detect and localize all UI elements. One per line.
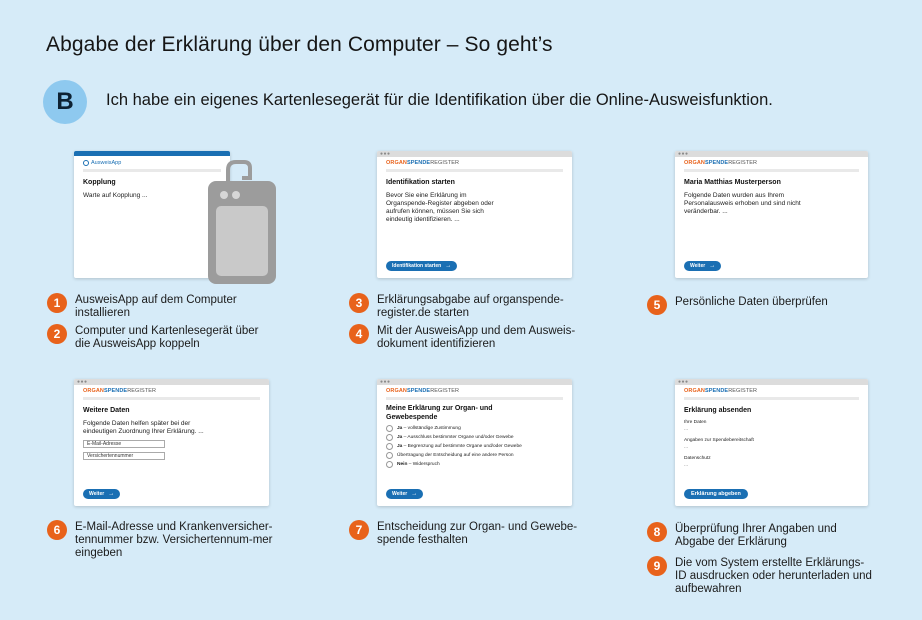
step-text: Computer und Kartenlesegerät über die AusweisApp koppeln: [75, 325, 259, 350]
screen-text: Bevor Sie eine Erklärung im Organspende-Register abgeben oder aufrufen können, müssen Sie sich eindeutig identifizieren. ...: [386, 191, 494, 223]
erklaerung-abgeben-button[interactable]: Erklärung abgeben: [684, 489, 748, 499]
divider: [684, 169, 859, 172]
reader-led: [232, 191, 240, 199]
step-number: 4: [349, 324, 369, 344]
radio-circle-icon: [386, 461, 393, 468]
screen-kopplung: [74, 151, 230, 278]
step-number: 9: [647, 556, 667, 576]
screen-text: Folgende Daten wurden aus Ihrem Personalausweis erhoben und sind nicht veränderbar. ...: [684, 191, 801, 215]
screen-title: Kopplung: [83, 179, 116, 186]
step-text: Mit der AusweisApp und dem Ausweis-dokument identifizieren: [377, 325, 576, 350]
reader-window: [216, 206, 268, 276]
organspende-logo: ORGANSPENDEREGISTER: [684, 388, 758, 394]
arrow-right-icon: →: [411, 491, 418, 497]
arrow-right-icon: →: [709, 263, 716, 269]
step-8: [647, 523, 877, 549]
divider: [83, 169, 221, 172]
identifikation-starten-button[interactable]: Identifikation starten →: [386, 261, 457, 271]
divider: [83, 397, 260, 400]
weiter-button[interactable]: Weiter →: [386, 489, 423, 499]
screen-text: Warte auf Kopplung ...: [83, 191, 148, 199]
option-radio[interactable]: Ja – vollständige Zustimmung: [386, 425, 563, 432]
step-3: [349, 294, 569, 320]
screen-weitere-daten: [74, 379, 269, 506]
radio-circle-icon: [386, 443, 393, 450]
screen-identifikation: [377, 151, 572, 278]
organspende-logo: ORGANSPENDEREGISTER: [386, 160, 460, 166]
arrow-right-icon: →: [445, 263, 452, 269]
step-text: Die vom System erstellte Erklärungs-ID ausdrucken oder herunterladen und aufbewahren: [675, 557, 872, 595]
step-number: 3: [349, 293, 369, 313]
radio-circle-icon: [386, 434, 393, 441]
app-header-bar: [74, 151, 230, 156]
section-value: ...: [684, 426, 688, 432]
window-bar: ●●●: [675, 151, 868, 157]
step-7: [349, 521, 579, 547]
section-label: Datenschutz: [684, 455, 711, 461]
window-bar: ●●●: [74, 379, 269, 385]
step-5: [647, 296, 867, 315]
step-6: [47, 521, 287, 560]
step-number: 7: [349, 520, 369, 540]
radio-circle-icon: [386, 425, 393, 432]
organspende-logo: ORGANSPENDEREGISTER: [83, 388, 157, 394]
divider: [684, 397, 859, 400]
section-label: Angaben zur Spendebereitschaft: [684, 437, 754, 443]
organspende-logo: ORGANSPENDEREGISTER: [684, 160, 758, 166]
screen-title: Meine Erklärung zur Organ- und Gewebespende: [386, 405, 493, 421]
section-value: ...: [684, 444, 688, 450]
option-radio[interactable]: Übertragung der Entscheidung auf eine andere Person: [386, 452, 563, 459]
option-radio[interactable]: Nein – Widerspruch: [386, 461, 563, 468]
section-value: ...: [684, 462, 688, 468]
organspende-logo: ORGANSPENDEREGISTER: [386, 388, 460, 394]
weiter-button[interactable]: Weiter →: [684, 261, 721, 271]
step-number: 8: [647, 522, 667, 542]
divider: [386, 397, 563, 400]
weiter-button[interactable]: Weiter →: [83, 489, 120, 499]
screen-erklaerung: [377, 379, 572, 506]
divider: [386, 169, 563, 172]
step-text: Überprüfung Ihrer Angaben und Abgabe der Erklärung: [675, 523, 837, 548]
email-field[interactable]: E-Mail-Adresse: [83, 440, 165, 448]
arrow-right-icon: →: [108, 491, 115, 497]
step-text: E-Mail-Adresse und Krankenversicher-tennummer bzw. Versichertennum-mer eingeben: [75, 521, 273, 559]
step-number: 1: [47, 293, 67, 313]
step-text: Entscheidung zur Organ- und Gewebe-spende festhalten: [377, 521, 578, 546]
section-subtitle: Ich habe ein eigenes Kartenlesegerät für die Identifikation über die Online-Ausweisfunktion.: [106, 91, 773, 109]
page-title: Abgabe der Erklärung über den Computer – So geht’s: [46, 33, 553, 56]
screen-title: Identifikation starten: [386, 179, 455, 186]
section-label: Ihre Daten: [684, 419, 707, 425]
screen-title: Weitere Daten: [83, 407, 130, 414]
screen-title: Erklärung absenden: [684, 407, 752, 414]
option-radio[interactable]: Ja – Ausschluss bestimmter Organe und/oder Gewebe: [386, 434, 563, 441]
window-bar: ●●●: [675, 379, 868, 385]
window-bar: ●●●: [377, 379, 572, 385]
step-text: Erklärungsabgabe auf organspende-register.de starten: [377, 294, 564, 319]
step-2: [47, 325, 267, 351]
step-4: [349, 325, 579, 351]
ausweisapp-logo: AusweisApp: [83, 160, 230, 166]
step-number: 6: [47, 520, 67, 540]
versichertennummer-field[interactable]: Versichertennummer: [83, 452, 165, 460]
step-9: [647, 557, 887, 596]
reader-led: [220, 191, 228, 199]
screen-text: Folgende Daten helfen später bei der eindeutigen Zuordnung Ihrer Erklärung. ...: [83, 419, 204, 435]
step-text: Persönliche Daten überprüfen: [675, 296, 828, 308]
radio-circle-icon: [386, 452, 393, 459]
step-number: 5: [647, 295, 667, 315]
screen-title: Maria Matthias Musterperson: [684, 179, 781, 186]
window-bar: ●●●: [377, 151, 572, 157]
ausweisapp-icon: [83, 160, 89, 166]
screen-person: [675, 151, 868, 278]
section-badge: B: [43, 80, 87, 124]
step-number: 2: [47, 324, 67, 344]
screen-absenden: [675, 379, 868, 506]
step-1: [47, 294, 267, 320]
card-reader-icon: [208, 181, 276, 284]
step-text: AusweisApp auf dem Computer installieren: [75, 294, 237, 319]
option-radio[interactable]: Ja – Begrenzung auf bestimmte Organe und/oder Gewebe: [386, 443, 563, 450]
